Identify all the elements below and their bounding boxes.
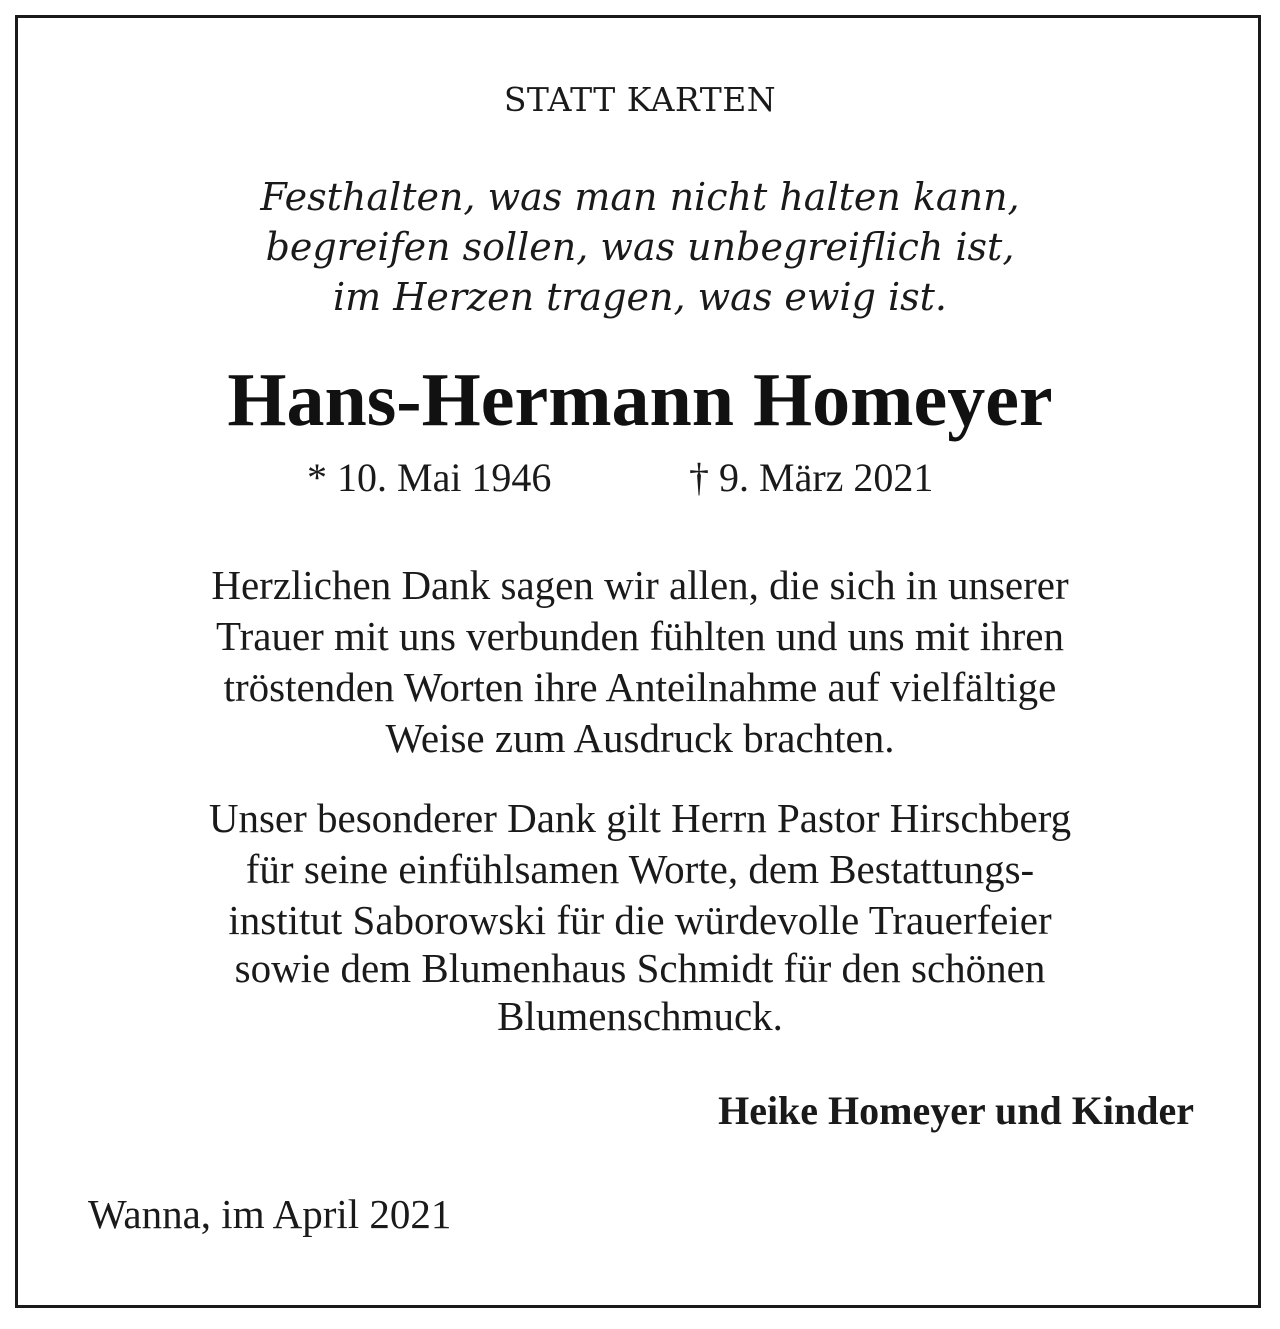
signature: Heike Homeyer und Kinder <box>718 1088 1194 1133</box>
deceased-name: Hans-Hermann Homeyer <box>227 358 1053 442</box>
paragraph2-line-4: sowie dem Blumenhaus Schmidt für den schönen <box>234 945 1046 991</box>
paragraph1-line-1: Herzlichen Dank sagen wir allen, die sich in unserer <box>211 562 1069 608</box>
paragraph2-line-2: für seine einfühlsamen Worte, dem Bestattungs- <box>245 846 1035 892</box>
header-statt-karten: STATT KARTEN <box>503 80 777 119</box>
place-and-date: Wanna, im April 2021 <box>88 1191 452 1237</box>
quote-line-1: Festhalten, was man nicht halten kann, <box>260 175 1020 219</box>
paragraph2-line-3: institut Saborowski für die würdevolle Trauerfeier <box>228 897 1052 943</box>
death-date: † 9. März 2021 <box>689 455 934 500</box>
quote-line-2: begreifen sollen, was unbegreiflich ist, <box>265 225 1015 269</box>
paragraph2-line-1: Unser besonderer Dank gilt Herrn Pastor Hirschberg <box>208 795 1072 841</box>
quote-line-3: im Herzen tragen, was ewig ist. <box>333 275 947 319</box>
paragraph1-line-3: tröstenden Worten ihre Anteilnahme auf vielfältige <box>223 664 1057 710</box>
birth-date: * 10. Mai 1946 <box>307 455 552 500</box>
paragraph2-line-5: Blumenschmuck. <box>497 993 783 1039</box>
paragraph1-line-2: Trauer mit uns verbunden fühlten und uns mit ihren <box>216 613 1064 659</box>
paragraph1-line-4: Weise zum Ausdruck brachten. <box>385 715 895 761</box>
